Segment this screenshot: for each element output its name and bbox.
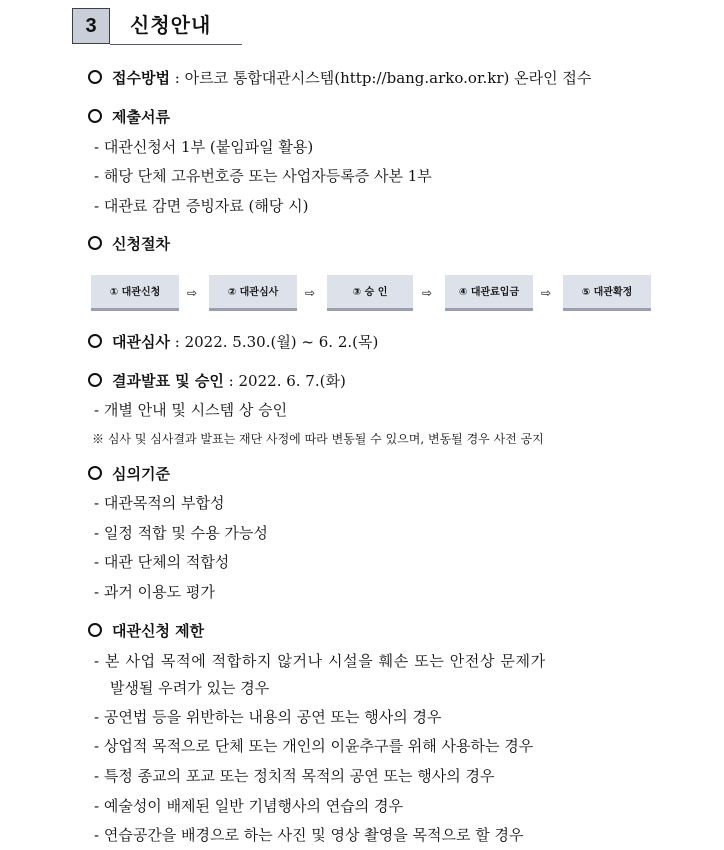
circle-bullet-icon bbox=[88, 466, 102, 480]
restrictions-item: - 본 사업 목적에 적합하지 않거나 시설을 훼손 또는 안전상 문제가 bbox=[94, 652, 546, 670]
criteria-item: - 대관 단체의 적합성 bbox=[94, 553, 230, 571]
result-value: 2022. 6. 7.(화) bbox=[238, 372, 346, 390]
receipt-method-section bbox=[88, 68, 591, 88]
restrictions-section bbox=[88, 621, 204, 641]
restrictions-item: - 연습공간을 배경으로 하는 사진 및 영상 촬영을 목적으로 할 경우 bbox=[94, 826, 524, 844]
procedure-section bbox=[88, 234, 170, 254]
result-section bbox=[88, 371, 346, 391]
result-item: - 개별 안내 및 시스템 상 승인 bbox=[94, 401, 288, 419]
right-arrow-icon: ⇨ bbox=[187, 286, 198, 300]
right-arrow-icon: ⇨ bbox=[305, 286, 316, 300]
review-sep: : bbox=[174, 333, 180, 351]
result-note: ※ 심사 및 심사결과 발표는 재단 사정에 따라 변동될 수 있으며, 변동될 경우 사전 공지 bbox=[92, 432, 544, 446]
restrictions-item: - 예술성이 배제된 일반 기념행사의 연습의 경우 bbox=[94, 797, 403, 815]
receipt-method-sep: : bbox=[174, 69, 180, 87]
procedure-step-confirm: ⑤ 대관확정 bbox=[563, 275, 651, 311]
procedure-step-review: ② 대관심사 bbox=[209, 275, 297, 311]
criteria-section bbox=[88, 464, 170, 484]
section-number: 3 bbox=[72, 8, 110, 44]
review-value: 2022. 5.30.(월) ~ 6. 2.(목) bbox=[184, 333, 379, 351]
restrictions-item-continued: 발생될 우려가 있는 경우 bbox=[110, 679, 270, 697]
restrictions-item: - 공연법 등을 위반하는 내용의 공연 또는 행사의 경우 bbox=[94, 708, 442, 726]
right-arrow-icon: ⇨ bbox=[422, 286, 433, 300]
review-section bbox=[88, 332, 378, 352]
procedure-step-payment: ④ 대관료입금 bbox=[445, 275, 533, 311]
result-title: 결과발표 및 승인 bbox=[112, 372, 224, 390]
documents-section bbox=[88, 107, 170, 127]
circle-bullet-icon bbox=[88, 236, 102, 250]
documents-item: - 해당 단체 고유번호증 또는 사업자등록증 사본 1부 bbox=[94, 167, 432, 185]
criteria-item: - 일정 적합 및 수용 가능성 bbox=[94, 524, 268, 542]
receipt-method-title: 접수방법 bbox=[112, 69, 170, 87]
right-arrow-icon: ⇨ bbox=[541, 286, 552, 300]
receipt-method-value: 아르코 통합대관시스템(http://bang.arko.or.kr) 온라인 접수 bbox=[184, 69, 592, 87]
result-sep: : bbox=[228, 372, 234, 390]
section-header bbox=[72, 8, 244, 46]
criteria-item: - 대관목적의 부합성 bbox=[94, 494, 225, 512]
review-title: 대관심사 bbox=[112, 333, 170, 351]
documents-item: - 대관신청서 1부 (붙임파일 활용) bbox=[94, 138, 314, 156]
restrictions-item: - 특정 종교의 포교 또는 정치적 목적의 공연 또는 행사의 경우 bbox=[94, 767, 495, 785]
procedure-title: 신청절차 bbox=[112, 235, 170, 253]
section-title: 신청안내 bbox=[130, 13, 212, 37]
circle-bullet-icon bbox=[88, 373, 102, 387]
circle-bullet-icon bbox=[88, 70, 102, 84]
procedure-flow bbox=[91, 275, 651, 313]
procedure-step-approve: ③ 승 인 bbox=[327, 275, 413, 311]
procedure-step-apply: ① 대관신청 bbox=[91, 275, 179, 311]
circle-bullet-icon bbox=[88, 623, 102, 637]
header-underline bbox=[110, 44, 242, 45]
restrictions-title: 대관신청 제한 bbox=[112, 622, 205, 640]
circle-bullet-icon bbox=[88, 109, 102, 123]
documents-title: 제출서류 bbox=[112, 108, 170, 126]
restrictions-item: - 상업적 목적으로 단체 또는 개인의 이윤추구를 위해 사용하는 경우 bbox=[94, 737, 534, 755]
circle-bullet-icon bbox=[88, 334, 102, 348]
criteria-item: - 과거 이용도 평가 bbox=[94, 583, 215, 601]
documents-item: - 대관료 감면 증빙자료 (해당 시) bbox=[94, 197, 309, 215]
criteria-title: 심의기준 bbox=[112, 465, 170, 483]
